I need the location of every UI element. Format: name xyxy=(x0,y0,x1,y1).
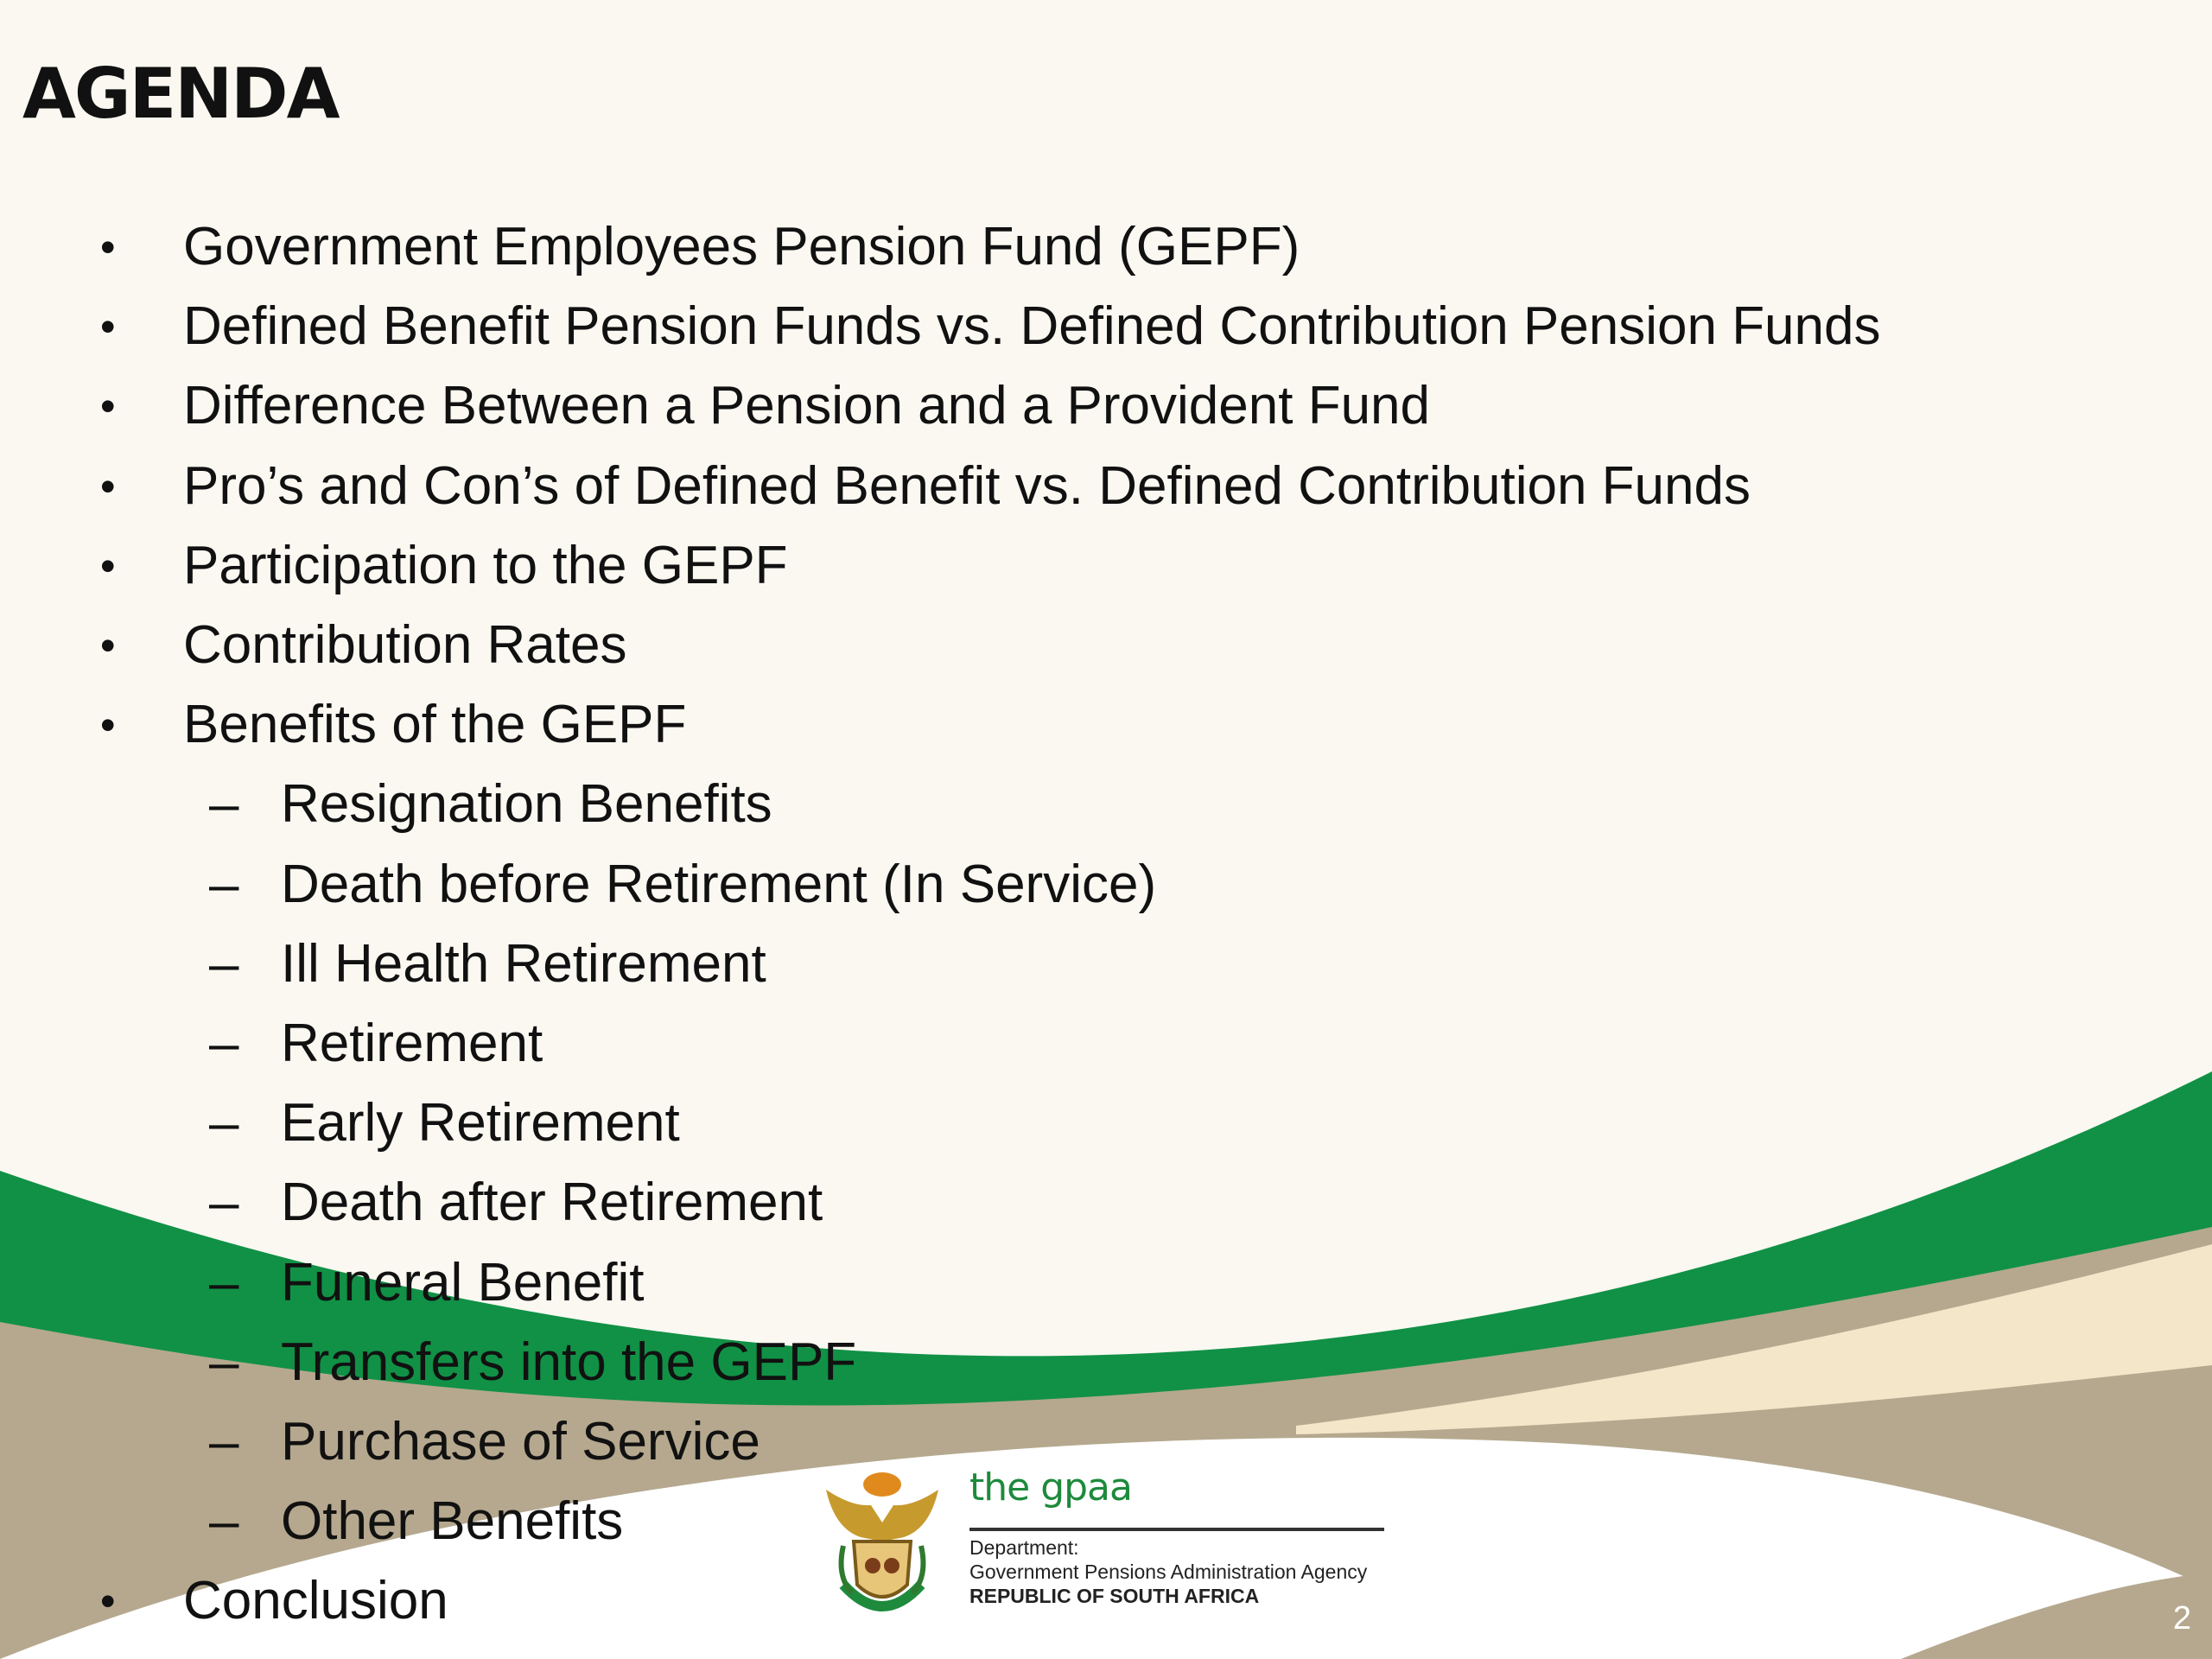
bullet-point: • xyxy=(100,382,116,431)
bullet-point: • xyxy=(100,1577,116,1626)
dash-bullet: – xyxy=(209,933,239,994)
agenda-item-label: Early Retirement xyxy=(281,1093,680,1154)
dash-bullet: – xyxy=(209,1014,239,1073)
department-label: Department: xyxy=(969,1536,1079,1559)
dash-bullet: – xyxy=(209,1173,239,1233)
country-name: REPUBLIC OF SOUTH AFRICA xyxy=(969,1585,1260,1607)
slide-title: AGENDA xyxy=(22,54,339,134)
dash-bullet: – xyxy=(209,1412,239,1471)
agenda-item-label: Death after Retirement xyxy=(281,1173,823,1233)
bullet-point: • xyxy=(100,461,116,511)
dash-bullet: – xyxy=(209,854,239,914)
agenda-item-label: Benefits of the GEPF xyxy=(183,695,687,755)
dash-bullet: – xyxy=(209,1252,239,1313)
dash-bullet: – xyxy=(209,1332,239,1392)
bullet-point: • xyxy=(100,701,116,750)
brand-divider xyxy=(969,1528,1384,1531)
dash-bullet: – xyxy=(209,1093,239,1154)
gpaa-logo xyxy=(817,1455,1388,1619)
bullet-point: • xyxy=(100,302,116,352)
agenda-item-label: Retirement xyxy=(281,1014,543,1073)
agenda-item-label: Conclusion xyxy=(183,1571,448,1631)
agenda-item-label: Other Benefits xyxy=(281,1491,624,1552)
bullet-point: • xyxy=(100,541,116,590)
agenda-item-label: Government Employees Pension Fund (GEPF) xyxy=(183,217,1300,276)
agenda-item-label: Transfers into the GEPF xyxy=(281,1332,857,1392)
bullet-point: • xyxy=(100,621,116,670)
agenda-item-label: Death before Retirement (In Service) xyxy=(281,854,1157,914)
agenda-item-label: Purchase of Service xyxy=(281,1412,760,1471)
agenda-item-label: Pro’s and Con’s of Defined Benefit vs. Defined Contribution Funds xyxy=(183,455,1751,516)
agenda-item-label: Contribution Rates xyxy=(183,615,627,675)
dash-bullet: – xyxy=(209,774,239,835)
brand-name: the gpaa xyxy=(969,1465,1132,1510)
agenda-item-label: Defined Benefit Pension Funds vs. Defined Contribution Pension Funds xyxy=(183,296,1881,357)
agency-name: Government Pensions Administration Agency xyxy=(969,1560,1368,1583)
agenda-item-label: Difference Between a Pension and a Provident Fund xyxy=(183,376,1431,436)
dash-bullet: – xyxy=(209,1491,239,1552)
bullet-point: • xyxy=(100,223,116,271)
agenda-item-label: Ill Health Retirement xyxy=(281,933,766,994)
coat-of-arms-icon xyxy=(817,1455,947,1619)
agenda-item-label: Participation to the GEPF xyxy=(183,535,788,595)
agenda-item-label: Resignation Benefits xyxy=(281,774,772,835)
page-number: 2 xyxy=(2172,1600,2191,1637)
agenda-item-label: Funeral Benefit xyxy=(281,1252,645,1313)
